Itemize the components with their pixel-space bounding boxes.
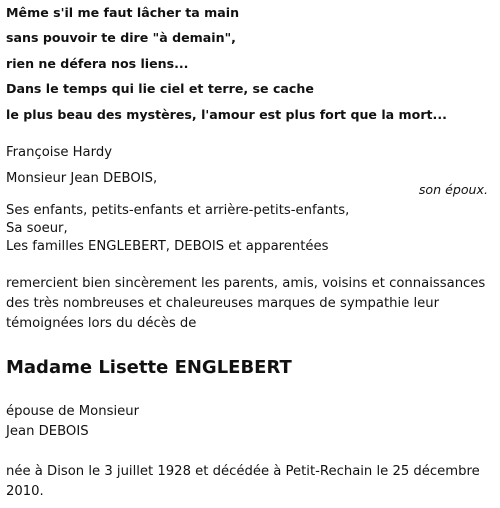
poem-line-2: sans pouvoir te dire "à demain", (6, 30, 236, 45)
family-line-2: Sa soeur, (6, 221, 68, 236)
family-line-1: Ses enfants, petits-enfants et arrière-petits-enfants, (6, 203, 350, 218)
thanks-line-2: des très nombreuses et chaleureuses marques de sympathie leur (6, 296, 439, 311)
spouse-line-1: épouse de Monsieur (6, 404, 139, 419)
family-line-3: Les familles ENGLEBERT, DEBOIS et apparentées (6, 239, 329, 254)
birth-death-line-1: née à Dison le 3 juillet 1928 et décédée à Petit-Rechain le 25 décembre (6, 464, 480, 479)
husband-name: Monsieur Jean DEBOIS, (6, 171, 158, 186)
husband-role: son époux. (418, 182, 488, 197)
poem-line-4: Dans le temps qui lie ciel et terre, se cache (6, 81, 314, 96)
thanks-line-1: remercient bien sincèrement les parents, amis, voisins et connaissances (6, 276, 486, 291)
spouse-line-2: Jean DEBOIS (6, 424, 89, 439)
poem-line-5: le plus beau des mystères, l'amour est plus fort que la mort... (6, 107, 447, 122)
deceased-name: Madame Lisette ENGLEBERT (6, 357, 292, 378)
poem-line-1: Même s'il me faut lâcher ta main (6, 5, 240, 20)
thanks-line-3: témoignées lors du décès de (6, 316, 197, 331)
birth-death-line-2: 2010. (6, 484, 44, 499)
poem-line-3: rien ne défera nos liens... (6, 56, 189, 71)
poem-author: Françoise Hardy (6, 145, 113, 160)
